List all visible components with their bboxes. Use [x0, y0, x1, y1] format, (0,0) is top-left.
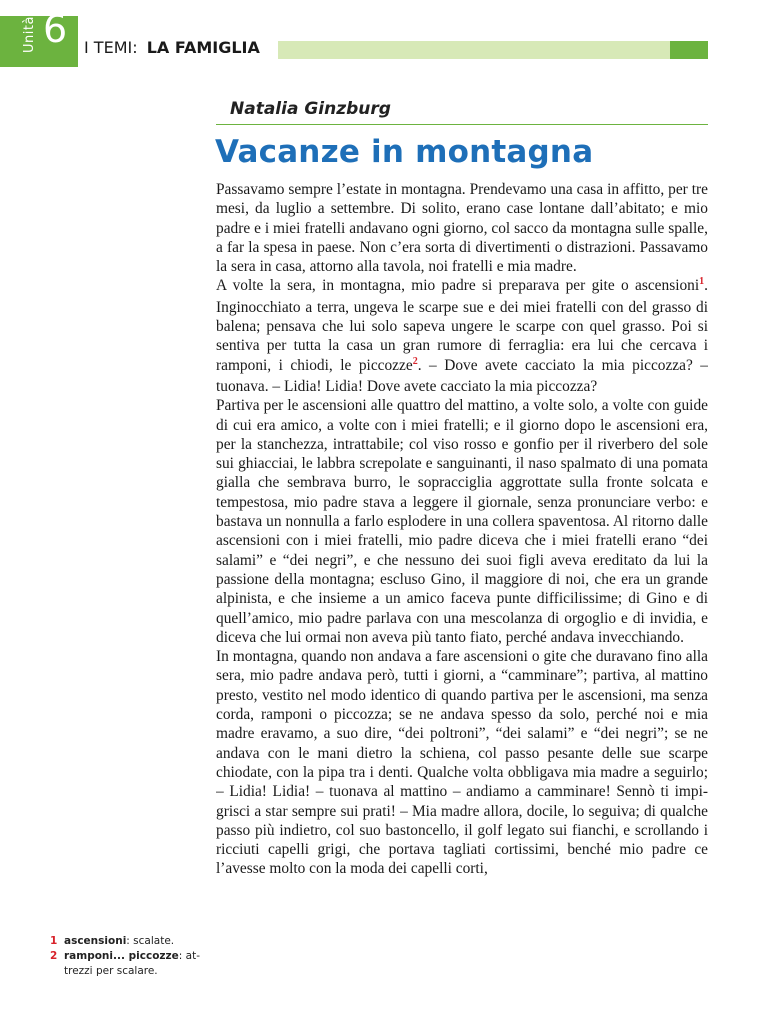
footnote-number: 1 [50, 935, 58, 947]
footnote-text [64, 934, 200, 949]
footnote-marker: 2 [412, 355, 418, 367]
paragraph-text: . – Dove avete cacciato la mia piccozza? – tuonava. – Lidia! Lidia! Dove avete cacciato la mia piccozza? [216, 356, 708, 395]
footnote-text [64, 949, 200, 979]
footnotes [50, 934, 200, 979]
unit-number: 6 [43, 7, 68, 51]
footnote-number: 2 [50, 950, 58, 962]
author-name: Natalia Ginzburg [230, 99, 391, 119]
paragraph [216, 276, 708, 396]
paragraph-text: In montagna, quando non andava a fare ascensioni o gite che duravano fino alla sera, mio padre andava però, tutti i giorni, a “camminare”; partiva, al mattino presto, vestito nel modo identico di quando partiva per le ascensioni, ma senza corda, ramponi o piccozza; se ne andava spesso da solo, perché noi e mia madre eravamo, a suo dire, “dei poltroni”, “dei salami” e “dei negri”; se ne andava con le mani dietro la schiena, col passo pesante delle sue scarpe chiodate, con la pipa tra i denti. Qualche volta obbligava mia madre a seguirlo; – Lidia! Lidia! – tuonava al mattino – andiamo a camminare! Sennò ti impigrisci a star sempre sui prati! – Mia madre allora, docile, lo seguiva; di qualche passo più indietro, col suo bastoncello, il golf legato sui fianchi, e scrollando i ricciuti capelli grigi, che portava tagliati cortissimi, benché mio padre ce l’avesse molto con la moda dei capelli corti, [216, 648, 708, 878]
section-title: LA FAMIGLIA [146, 38, 260, 57]
paragraph-text: . Inginocchiato a terra, ungeva le scarpe sue e dei miei fratelli con del grasso di balena; pensava che lui solo sapeva ungere le scarpe con quel grasso. Poi si sentiva per tutta la casa un gran rumore di ferraglia: era lui che cercava i ramponi, i chiodi, le piccozze [216, 277, 708, 374]
footnote-definition: : attrezzi per scalare. [64, 950, 200, 977]
author-divider [216, 124, 708, 125]
article-title: Vacanze in montagna [215, 134, 594, 170]
footnote [50, 934, 200, 949]
paragraph [216, 647, 708, 879]
paragraph [216, 396, 708, 647]
header-band [278, 41, 670, 59]
unit-label: Unità [22, 16, 37, 53]
footnote-term: ascensioni [64, 935, 127, 947]
article-body [216, 180, 708, 990]
section-heading [84, 38, 260, 57]
footnote-marker: 1 [699, 276, 705, 288]
paragraph-text: A volte la sera, in montagna, mio padre si preparava per gite o ascensioni [216, 277, 700, 295]
paragraph [216, 180, 708, 276]
footnote-term: ramponi... piccozze [64, 950, 179, 962]
footnote [50, 949, 200, 979]
footnote-definition: : scalate. [126, 935, 175, 947]
header-accent-block [670, 41, 708, 59]
unit-underline [0, 64, 78, 67]
paragraph-text: Partiva per le ascensioni alle quattro del mattino, a volte solo, a volte con guide di cui era amico, a volte con i miei fratelli; e il giorno dopo le ascensioni era, per la stanchezza, intrattabile; col viso rosso e gonfio per il riverbero del sole sui ghiacciai, le labbra screpolate e sanguinanti, il naso spalmato di una pomata gialla che sembrava burro, le sopracciglia aggrottate sulla fronte solcata e tempestosa, mio padre stava a leggere il giornale, senza pronunciare verbo: e bastava un nonnulla a farlo esplodere in una collera spaventosa. Al ritorno dalle ascensioni con i miei fratelli, mio padre diceva che i miei fratelli erano “dei salami” e “dei negri”, e che nessuno dei suoi figli aveva ereditato da lui la passione della montagna; escluso Gino, il maggiore di noi, che era un grande alpinista, e che insieme a un amico faceva punte difficilissime; di Gino e di quell’amico, mio padre parlava con una mescolanza di orgoglio e di invidia, e diceva che lui ormai non aveva più tanto fiato, perché andava invecchiando. [216, 397, 708, 646]
section-prefix: I TEMI: [84, 38, 138, 57]
paragraph-text: Passavamo sempre l’estate in montagna. Prendevamo una casa in affitto, per tre mesi, da luglio a settembre. Di solito, erano case lontane dall’abitato; e mio padre e i miei fratelli andavano ogni giorno, col sacco da montagna sulle spalle, a far la spesa in paese. Non c’era sorta di divertimenti o distrazioni. Passavamo la sera in casa, attorno alla tavola, noi fratelli e mia madre. [216, 181, 708, 276]
